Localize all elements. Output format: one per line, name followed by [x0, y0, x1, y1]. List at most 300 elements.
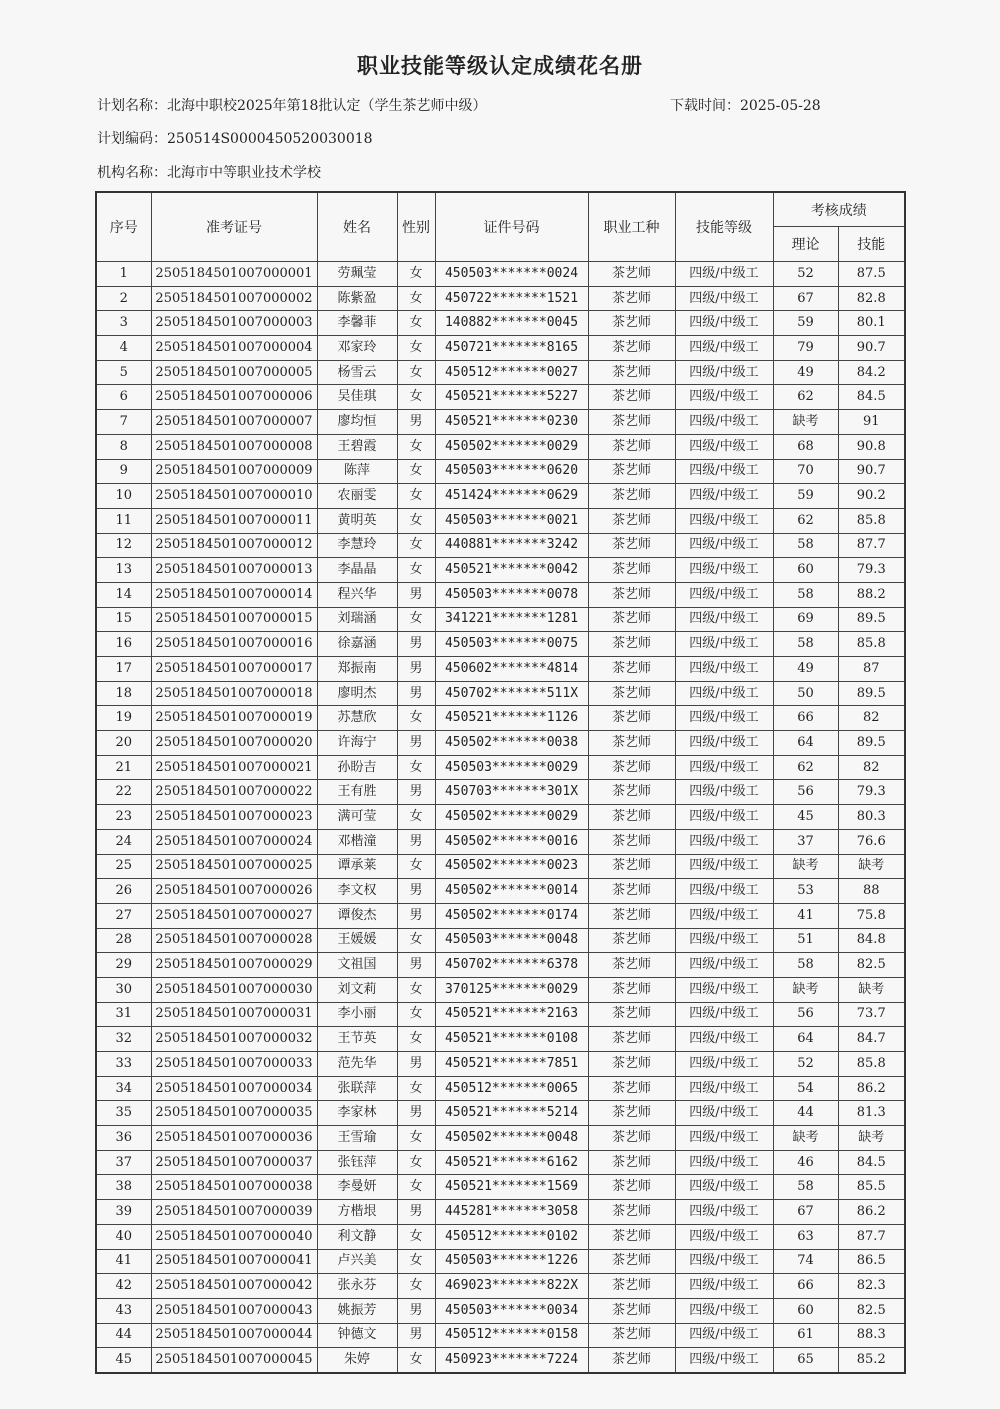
- cell-id-no: 445281*******3058: [435, 1200, 588, 1225]
- cell-occupation: 茶艺师: [588, 1298, 675, 1323]
- table-row: [96, 1175, 905, 1200]
- cell-gender: 男: [397, 582, 435, 607]
- cell-name: 农丽雯: [317, 484, 397, 509]
- cell-occupation: 茶艺师: [588, 928, 675, 953]
- cell-skill: 89.5: [838, 681, 905, 706]
- cell-level: 四级/中级工: [675, 755, 773, 780]
- cell-theory: 58: [773, 582, 838, 607]
- cell-gender: 女: [397, 977, 435, 1002]
- cell-occupation: 茶艺师: [588, 434, 675, 459]
- cell-occupation: 茶艺师: [588, 533, 675, 558]
- cell-theory: 49: [773, 360, 838, 385]
- cell-id-no: 450521*******5214: [435, 1101, 588, 1126]
- cell-name: 利文静: [317, 1224, 397, 1249]
- score-roster-table: [95, 191, 906, 1374]
- cell-occupation: 茶艺师: [588, 731, 675, 756]
- cell-id-no: 450521*******0042: [435, 558, 588, 583]
- cell-name: 陈紫盈: [317, 286, 397, 311]
- cell-seq: 18: [96, 681, 151, 706]
- cell-theory: 63: [773, 1224, 838, 1249]
- cell-skill: 85.2: [838, 1348, 905, 1373]
- cell-occupation: 茶艺师: [588, 1101, 675, 1126]
- cell-gender: 女: [397, 805, 435, 830]
- cell-id-no: 450502*******0014: [435, 879, 588, 904]
- cell-skill: 82: [838, 706, 905, 731]
- cell-theory: 74: [773, 1249, 838, 1274]
- cell-occupation: 茶艺师: [588, 1200, 675, 1225]
- cell-level: 四级/中级工: [675, 1150, 773, 1175]
- table-row: [96, 977, 905, 1002]
- cell-exam-no: 2505184501007000015: [151, 607, 317, 632]
- table-row: [96, 1348, 905, 1373]
- cell-gender: 男: [397, 953, 435, 978]
- cell-occupation: 茶艺师: [588, 1274, 675, 1299]
- header-level: 技能等级: [675, 192, 773, 262]
- cell-gender: 女: [397, 558, 435, 583]
- cell-skill: 85.5: [838, 1175, 905, 1200]
- cell-gender: 女: [397, 755, 435, 780]
- cell-skill: 88.3: [838, 1323, 905, 1348]
- cell-seq: 42: [96, 1274, 151, 1299]
- cell-occupation: 茶艺师: [588, 780, 675, 805]
- cell-exam-no: 2505184501007000017: [151, 657, 317, 682]
- header-seq: 序号: [96, 192, 151, 262]
- cell-exam-no: 2505184501007000014: [151, 582, 317, 607]
- cell-name: 姚振芳: [317, 1298, 397, 1323]
- cell-level: 四级/中级工: [675, 632, 773, 657]
- cell-exam-no: 2505184501007000029: [151, 953, 317, 978]
- cell-level: 四级/中级工: [675, 1200, 773, 1225]
- cell-theory: 缺考: [773, 854, 838, 879]
- cell-gender: 男: [397, 879, 435, 904]
- cell-skill: 88.2: [838, 582, 905, 607]
- cell-exam-no: 2505184501007000043: [151, 1298, 317, 1323]
- cell-id-no: 450702*******6378: [435, 953, 588, 978]
- cell-level: 四级/中级工: [675, 311, 773, 336]
- cell-occupation: 茶艺师: [588, 953, 675, 978]
- cell-id-no: 450923*******7224: [435, 1348, 588, 1373]
- cell-skill: 86.2: [838, 1076, 905, 1101]
- cell-gender: 男: [397, 780, 435, 805]
- cell-name: 刘文莉: [317, 977, 397, 1002]
- table-row: [96, 1027, 905, 1052]
- cell-exam-no: 2505184501007000025: [151, 854, 317, 879]
- cell-skill: 缺考: [838, 977, 905, 1002]
- table-row: [96, 582, 905, 607]
- cell-seq: 41: [96, 1249, 151, 1274]
- cell-name: 陈萍: [317, 459, 397, 484]
- cell-exam-no: 2505184501007000034: [151, 1076, 317, 1101]
- cell-level: 四级/中级工: [675, 731, 773, 756]
- cell-name: 张永芬: [317, 1274, 397, 1299]
- cell-gender: 男: [397, 657, 435, 682]
- cell-id-no: 140882*******0045: [435, 311, 588, 336]
- cell-id-no: 341221*******1281: [435, 607, 588, 632]
- cell-name: 王媛媛: [317, 928, 397, 953]
- cell-seq: 3: [96, 311, 151, 336]
- cell-skill: 90.7: [838, 336, 905, 361]
- cell-exam-no: 2505184501007000013: [151, 558, 317, 583]
- header-score-group: 考核成绩: [773, 192, 905, 227]
- cell-level: 四级/中级工: [675, 508, 773, 533]
- cell-gender: 男: [397, 829, 435, 854]
- cell-occupation: 茶艺师: [588, 1052, 675, 1077]
- header-occupation: 职业工种: [588, 192, 675, 262]
- cell-exam-no: 2505184501007000019: [151, 706, 317, 731]
- cell-exam-no: 2505184501007000035: [151, 1101, 317, 1126]
- cell-id-no: 450722*******1521: [435, 286, 588, 311]
- cell-gender: 女: [397, 385, 435, 410]
- cell-id-no: 451424*******0629: [435, 484, 588, 509]
- cell-occupation: 茶艺师: [588, 1126, 675, 1151]
- cell-skill: 89.5: [838, 607, 905, 632]
- cell-gender: 女: [397, 459, 435, 484]
- cell-skill: 85.8: [838, 508, 905, 533]
- cell-name: 李文权: [317, 879, 397, 904]
- cell-level: 四级/中级工: [675, 533, 773, 558]
- cell-occupation: 茶艺师: [588, 632, 675, 657]
- cell-seq: 38: [96, 1175, 151, 1200]
- cell-level: 四级/中级工: [675, 1027, 773, 1052]
- cell-occupation: 茶艺师: [588, 681, 675, 706]
- cell-skill: 89.5: [838, 731, 905, 756]
- cell-name: 黄明英: [317, 508, 397, 533]
- cell-skill: 86.5: [838, 1249, 905, 1274]
- cell-exam-no: 2505184501007000011: [151, 508, 317, 533]
- cell-seq: 36: [96, 1126, 151, 1151]
- cell-exam-no: 2505184501007000009: [151, 459, 317, 484]
- cell-level: 四级/中级工: [675, 484, 773, 509]
- cell-level: 四级/中级工: [675, 1274, 773, 1299]
- cell-level: 四级/中级工: [675, 1126, 773, 1151]
- table-row: [96, 928, 905, 953]
- cell-name: 杨雪云: [317, 360, 397, 385]
- table-row: [96, 829, 905, 854]
- cell-theory: 56: [773, 1002, 838, 1027]
- cell-skill: 缺考: [838, 1126, 905, 1151]
- cell-gender: 女: [397, 1348, 435, 1373]
- cell-skill: 84.2: [838, 360, 905, 385]
- table-row: [96, 1052, 905, 1077]
- cell-skill: 80.3: [838, 805, 905, 830]
- cell-gender: 女: [397, 360, 435, 385]
- cell-level: 四级/中级工: [675, 1224, 773, 1249]
- cell-name: 邓家玲: [317, 336, 397, 361]
- cell-id-no: 450503*******0078: [435, 582, 588, 607]
- cell-exam-no: 2505184501007000030: [151, 977, 317, 1002]
- cell-occupation: 茶艺师: [588, 508, 675, 533]
- cell-id-no: 469023*******822X: [435, 1274, 588, 1299]
- cell-theory: 61: [773, 1323, 838, 1348]
- cell-exam-no: 2505184501007000006: [151, 385, 317, 410]
- cell-name: 满可莹: [317, 805, 397, 830]
- cell-exam-no: 2505184501007000020: [151, 731, 317, 756]
- cell-seq: 7: [96, 410, 151, 435]
- table-row: [96, 854, 905, 879]
- cell-occupation: 茶艺师: [588, 1348, 675, 1373]
- cell-theory: 79: [773, 336, 838, 361]
- cell-occupation: 茶艺师: [588, 1323, 675, 1348]
- cell-skill: 82.8: [838, 286, 905, 311]
- cell-name: 李晶晶: [317, 558, 397, 583]
- cell-occupation: 茶艺师: [588, 1076, 675, 1101]
- cell-seq: 25: [96, 854, 151, 879]
- cell-level: 四级/中级工: [675, 681, 773, 706]
- cell-seq: 24: [96, 829, 151, 854]
- cell-id-no: 450721*******8165: [435, 336, 588, 361]
- cell-gender: 女: [397, 1249, 435, 1274]
- cell-occupation: 茶艺师: [588, 607, 675, 632]
- cell-id-no: 450503*******0024: [435, 262, 588, 287]
- cell-skill: 86.2: [838, 1200, 905, 1225]
- cell-id-no: 450503*******0021: [435, 508, 588, 533]
- table-row: [96, 1323, 905, 1348]
- cell-name: 方楷垠: [317, 1200, 397, 1225]
- table-row: [96, 1101, 905, 1126]
- cell-level: 四级/中级工: [675, 1298, 773, 1323]
- cell-name: 李家林: [317, 1101, 397, 1126]
- cell-name: 邓楷潼: [317, 829, 397, 854]
- table-row: [96, 311, 905, 336]
- cell-gender: 男: [397, 1101, 435, 1126]
- cell-id-no: 450521*******0230: [435, 410, 588, 435]
- cell-occupation: 茶艺师: [588, 262, 675, 287]
- cell-name: 孙盼吉: [317, 755, 397, 780]
- cell-theory: 58: [773, 632, 838, 657]
- cell-seq: 39: [96, 1200, 151, 1225]
- cell-seq: 2: [96, 286, 151, 311]
- cell-seq: 8: [96, 434, 151, 459]
- cell-skill: 85.8: [838, 632, 905, 657]
- cell-id-no: 450521*******2163: [435, 1002, 588, 1027]
- cell-theory: 59: [773, 484, 838, 509]
- cell-gender: 男: [397, 1200, 435, 1225]
- cell-gender: 女: [397, 1224, 435, 1249]
- cell-level: 四级/中级工: [675, 459, 773, 484]
- cell-level: 四级/中级工: [675, 1002, 773, 1027]
- table-row: [96, 1150, 905, 1175]
- cell-id-no: 450503*******0620: [435, 459, 588, 484]
- table-row: [96, 286, 905, 311]
- cell-gender: 男: [397, 1052, 435, 1077]
- cell-theory: 65: [773, 1348, 838, 1373]
- cell-exam-no: 2505184501007000004: [151, 336, 317, 361]
- cell-id-no: 450503*******1226: [435, 1249, 588, 1274]
- cell-id-no: 450502*******0023: [435, 854, 588, 879]
- cell-theory: 68: [773, 434, 838, 459]
- cell-theory: 64: [773, 731, 838, 756]
- cell-occupation: 茶艺师: [588, 336, 675, 361]
- cell-theory: 60: [773, 1298, 838, 1323]
- cell-seq: 32: [96, 1027, 151, 1052]
- cell-skill: 84.5: [838, 385, 905, 410]
- table-row: [96, 1126, 905, 1151]
- cell-level: 四级/中级工: [675, 977, 773, 1002]
- table-row: [96, 731, 905, 756]
- cell-skill: 87.5: [838, 262, 905, 287]
- cell-id-no: 450502*******0016: [435, 829, 588, 854]
- cell-seq: 21: [96, 755, 151, 780]
- plan-code: 计划编码：250514S0000450520030018: [97, 131, 373, 147]
- cell-level: 四级/中级工: [675, 336, 773, 361]
- cell-exam-no: 2505184501007000032: [151, 1027, 317, 1052]
- roster-body: [96, 262, 905, 1373]
- cell-skill: 87.7: [838, 533, 905, 558]
- cell-name: 郑振南: [317, 657, 397, 682]
- cell-name: 文祖国: [317, 953, 397, 978]
- cell-skill: 84.8: [838, 928, 905, 953]
- cell-seq: 37: [96, 1150, 151, 1175]
- cell-id-no: 370125*******0029: [435, 977, 588, 1002]
- table-row: [96, 1076, 905, 1101]
- cell-gender: 女: [397, 533, 435, 558]
- cell-id-no: 450502*******0048: [435, 1126, 588, 1151]
- cell-level: 四级/中级工: [675, 854, 773, 879]
- cell-exam-no: 2505184501007000024: [151, 829, 317, 854]
- cell-name: 廖明杰: [317, 681, 397, 706]
- cell-theory: 59: [773, 311, 838, 336]
- cell-exam-no: 2505184501007000003: [151, 311, 317, 336]
- cell-exam-no: 2505184501007000005: [151, 360, 317, 385]
- cell-skill: 76.6: [838, 829, 905, 854]
- cell-theory: 66: [773, 1274, 838, 1299]
- cell-skill: 82.3: [838, 1274, 905, 1299]
- table-row: [96, 780, 905, 805]
- cell-gender: 女: [397, 286, 435, 311]
- table-row: [96, 681, 905, 706]
- cell-name: 李馨菲: [317, 311, 397, 336]
- cell-id-no: 450502*******0174: [435, 903, 588, 928]
- table-row: [96, 755, 905, 780]
- cell-level: 四级/中级工: [675, 385, 773, 410]
- cell-skill: 79.3: [838, 780, 905, 805]
- cell-skill: 90.8: [838, 434, 905, 459]
- cell-gender: 男: [397, 1298, 435, 1323]
- cell-level: 四级/中级工: [675, 607, 773, 632]
- cell-exam-no: 2505184501007000021: [151, 755, 317, 780]
- cell-name: 刘瑞涵: [317, 607, 397, 632]
- cell-gender: 男: [397, 903, 435, 928]
- cell-exam-no: 2505184501007000041: [151, 1249, 317, 1274]
- cell-occupation: 茶艺师: [588, 1002, 675, 1027]
- cell-theory: 49: [773, 657, 838, 682]
- cell-theory: 62: [773, 508, 838, 533]
- cell-level: 四级/中级工: [675, 1323, 773, 1348]
- table-row: [96, 805, 905, 830]
- cell-theory: 37: [773, 829, 838, 854]
- cell-name: 李慧玲: [317, 533, 397, 558]
- cell-skill: 90.7: [838, 459, 905, 484]
- cell-seq: 29: [96, 953, 151, 978]
- cell-name: 程兴华: [317, 582, 397, 607]
- cell-exam-no: 2505184501007000012: [151, 533, 317, 558]
- org-name: 机构名称：北海市中等职业技术学校: [97, 165, 321, 181]
- cell-theory: 53: [773, 879, 838, 904]
- cell-name: 徐嘉涵: [317, 632, 397, 657]
- cell-theory: 54: [773, 1076, 838, 1101]
- cell-exam-no: 2505184501007000037: [151, 1150, 317, 1175]
- cell-seq: 23: [96, 805, 151, 830]
- cell-skill: 91: [838, 410, 905, 435]
- cell-theory: 缺考: [773, 977, 838, 1002]
- header-exam-no: 准考证号: [151, 192, 317, 262]
- cell-id-no: 450702*******511X: [435, 681, 588, 706]
- cell-level: 四级/中级工: [675, 286, 773, 311]
- cell-occupation: 茶艺师: [588, 829, 675, 854]
- cell-occupation: 茶艺师: [588, 360, 675, 385]
- cell-gender: 女: [397, 1076, 435, 1101]
- cell-level: 四级/中级工: [675, 410, 773, 435]
- cell-id-no: 450512*******0158: [435, 1323, 588, 1348]
- cell-occupation: 茶艺师: [588, 1150, 675, 1175]
- cell-exam-no: 2505184501007000018: [151, 681, 317, 706]
- cell-seq: 16: [96, 632, 151, 657]
- cell-theory: 66: [773, 706, 838, 731]
- header-theory: 理论: [773, 227, 838, 262]
- cell-name: 吴佳琪: [317, 385, 397, 410]
- cell-seq: 43: [96, 1298, 151, 1323]
- table-row: [96, 706, 905, 731]
- cell-name: 谭承莱: [317, 854, 397, 879]
- cell-seq: 4: [96, 336, 151, 361]
- cell-name: 李曼妍: [317, 1175, 397, 1200]
- cell-name: 王节英: [317, 1027, 397, 1052]
- cell-theory: 64: [773, 1027, 838, 1052]
- cell-level: 四级/中级工: [675, 829, 773, 854]
- cell-exam-no: 2505184501007000023: [151, 805, 317, 830]
- cell-skill: 87.7: [838, 1224, 905, 1249]
- cell-level: 四级/中级工: [675, 706, 773, 731]
- cell-seq: 28: [96, 928, 151, 953]
- cell-exam-no: 2505184501007000038: [151, 1175, 317, 1200]
- cell-id-no: 450521*******5227: [435, 385, 588, 410]
- table-row: [96, 903, 905, 928]
- header-skill: 技能: [838, 227, 905, 262]
- table-row: [96, 953, 905, 978]
- cell-theory: 41: [773, 903, 838, 928]
- cell-occupation: 茶艺师: [588, 459, 675, 484]
- cell-level: 四级/中级工: [675, 879, 773, 904]
- cell-theory: 56: [773, 780, 838, 805]
- cell-gender: 女: [397, 1027, 435, 1052]
- cell-gender: 男: [397, 1323, 435, 1348]
- cell-name: 范先华: [317, 1052, 397, 1077]
- header-gender: 性别: [397, 192, 435, 262]
- cell-exam-no: 2505184501007000031: [151, 1002, 317, 1027]
- cell-gender: 女: [397, 484, 435, 509]
- cell-theory: 67: [773, 1200, 838, 1225]
- cell-seq: 19: [96, 706, 151, 731]
- cell-gender: 女: [397, 1002, 435, 1027]
- cell-exam-no: 2505184501007000040: [151, 1224, 317, 1249]
- cell-id-no: 450521*******6162: [435, 1150, 588, 1175]
- cell-id-no: 450503*******0075: [435, 632, 588, 657]
- cell-occupation: 茶艺师: [588, 1224, 675, 1249]
- cell-id-no: 450512*******0065: [435, 1076, 588, 1101]
- cell-theory: 46: [773, 1150, 838, 1175]
- cell-seq: 5: [96, 360, 151, 385]
- download-time: 下载时间：2025-05-28: [670, 98, 821, 114]
- cell-seq: 20: [96, 731, 151, 756]
- cell-level: 四级/中级工: [675, 928, 773, 953]
- cell-occupation: 茶艺师: [588, 558, 675, 583]
- cell-theory: 51: [773, 928, 838, 953]
- cell-exam-no: 2505184501007000044: [151, 1323, 317, 1348]
- cell-theory: 62: [773, 755, 838, 780]
- cell-skill: 缺考: [838, 854, 905, 879]
- cell-exam-no: 2505184501007000001: [151, 262, 317, 287]
- cell-id-no: 450503*******0034: [435, 1298, 588, 1323]
